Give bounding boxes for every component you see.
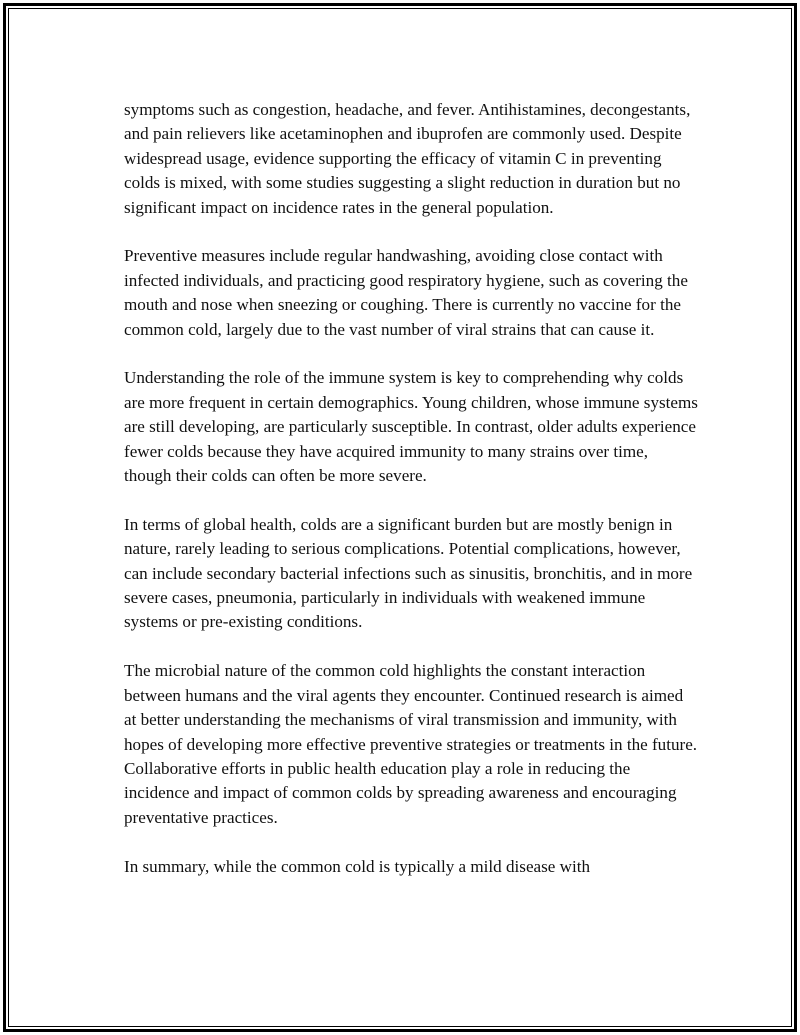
paragraph-global-health: In terms of global health, colds are a significant burden but are mostly benign in nature, rarely leading to serious complications. Potential complications, however, can include secondary bacterial infections such as sinusitis, bronchitis, and in more severe cases, pneumonia, particularly in individuals with weakened immune systems or pre-existing conditions. [124, 514, 693, 632]
document-body [124, 98, 699, 879]
paragraph-prevention: Preventive measures include regular handwashing, avoiding close contact with infected individuals, and practicing good respiratory hygiene, such as covering the mouth and nose when sneezing or coughing. There is currently no vaccine for the common cold, largely due to the vast number of viral strains that can cause it. [124, 246, 688, 339]
paragraph-treatment: symptoms such as congestion, headache, and fever. Antihistamines, decongestants, and pain relievers like acetaminophen and ibuprofen are commonly used. Despite widespread usage, evidence supporting the efficacy of vitamin C in preventing colds is mixed, with some studies suggesting a slight reduction in duration but no significant impact on incidence rates in the general population. [124, 100, 691, 217]
paragraph-research: The microbial nature of the common cold highlights the constant interaction between humans and the viral agents they encounter. Continued research is aimed at better understanding the mechanisms of viral transmission and immunity, with hopes of developing more effective preventive strategies or treatments in the future. Collaborative efforts in public health education play a role in reducing the incidence and impact of common colds by spreading awareness and encouraging preventative practices. [124, 661, 698, 827]
page-frame [3, 3, 797, 1032]
paragraph-immune-system: Understanding the role of the immune system is key to comprehending why colds are more frequent in certain demographics. Young children, whose immune systems are still developing, are particularly susceptible. In contrast, older adults experience fewer colds because they have acquired immunity to many strains over time, though their colds can often be more severe. [124, 368, 698, 486]
paragraph-summary: In summary, while the common cold is typically a mild disease with [124, 856, 591, 876]
